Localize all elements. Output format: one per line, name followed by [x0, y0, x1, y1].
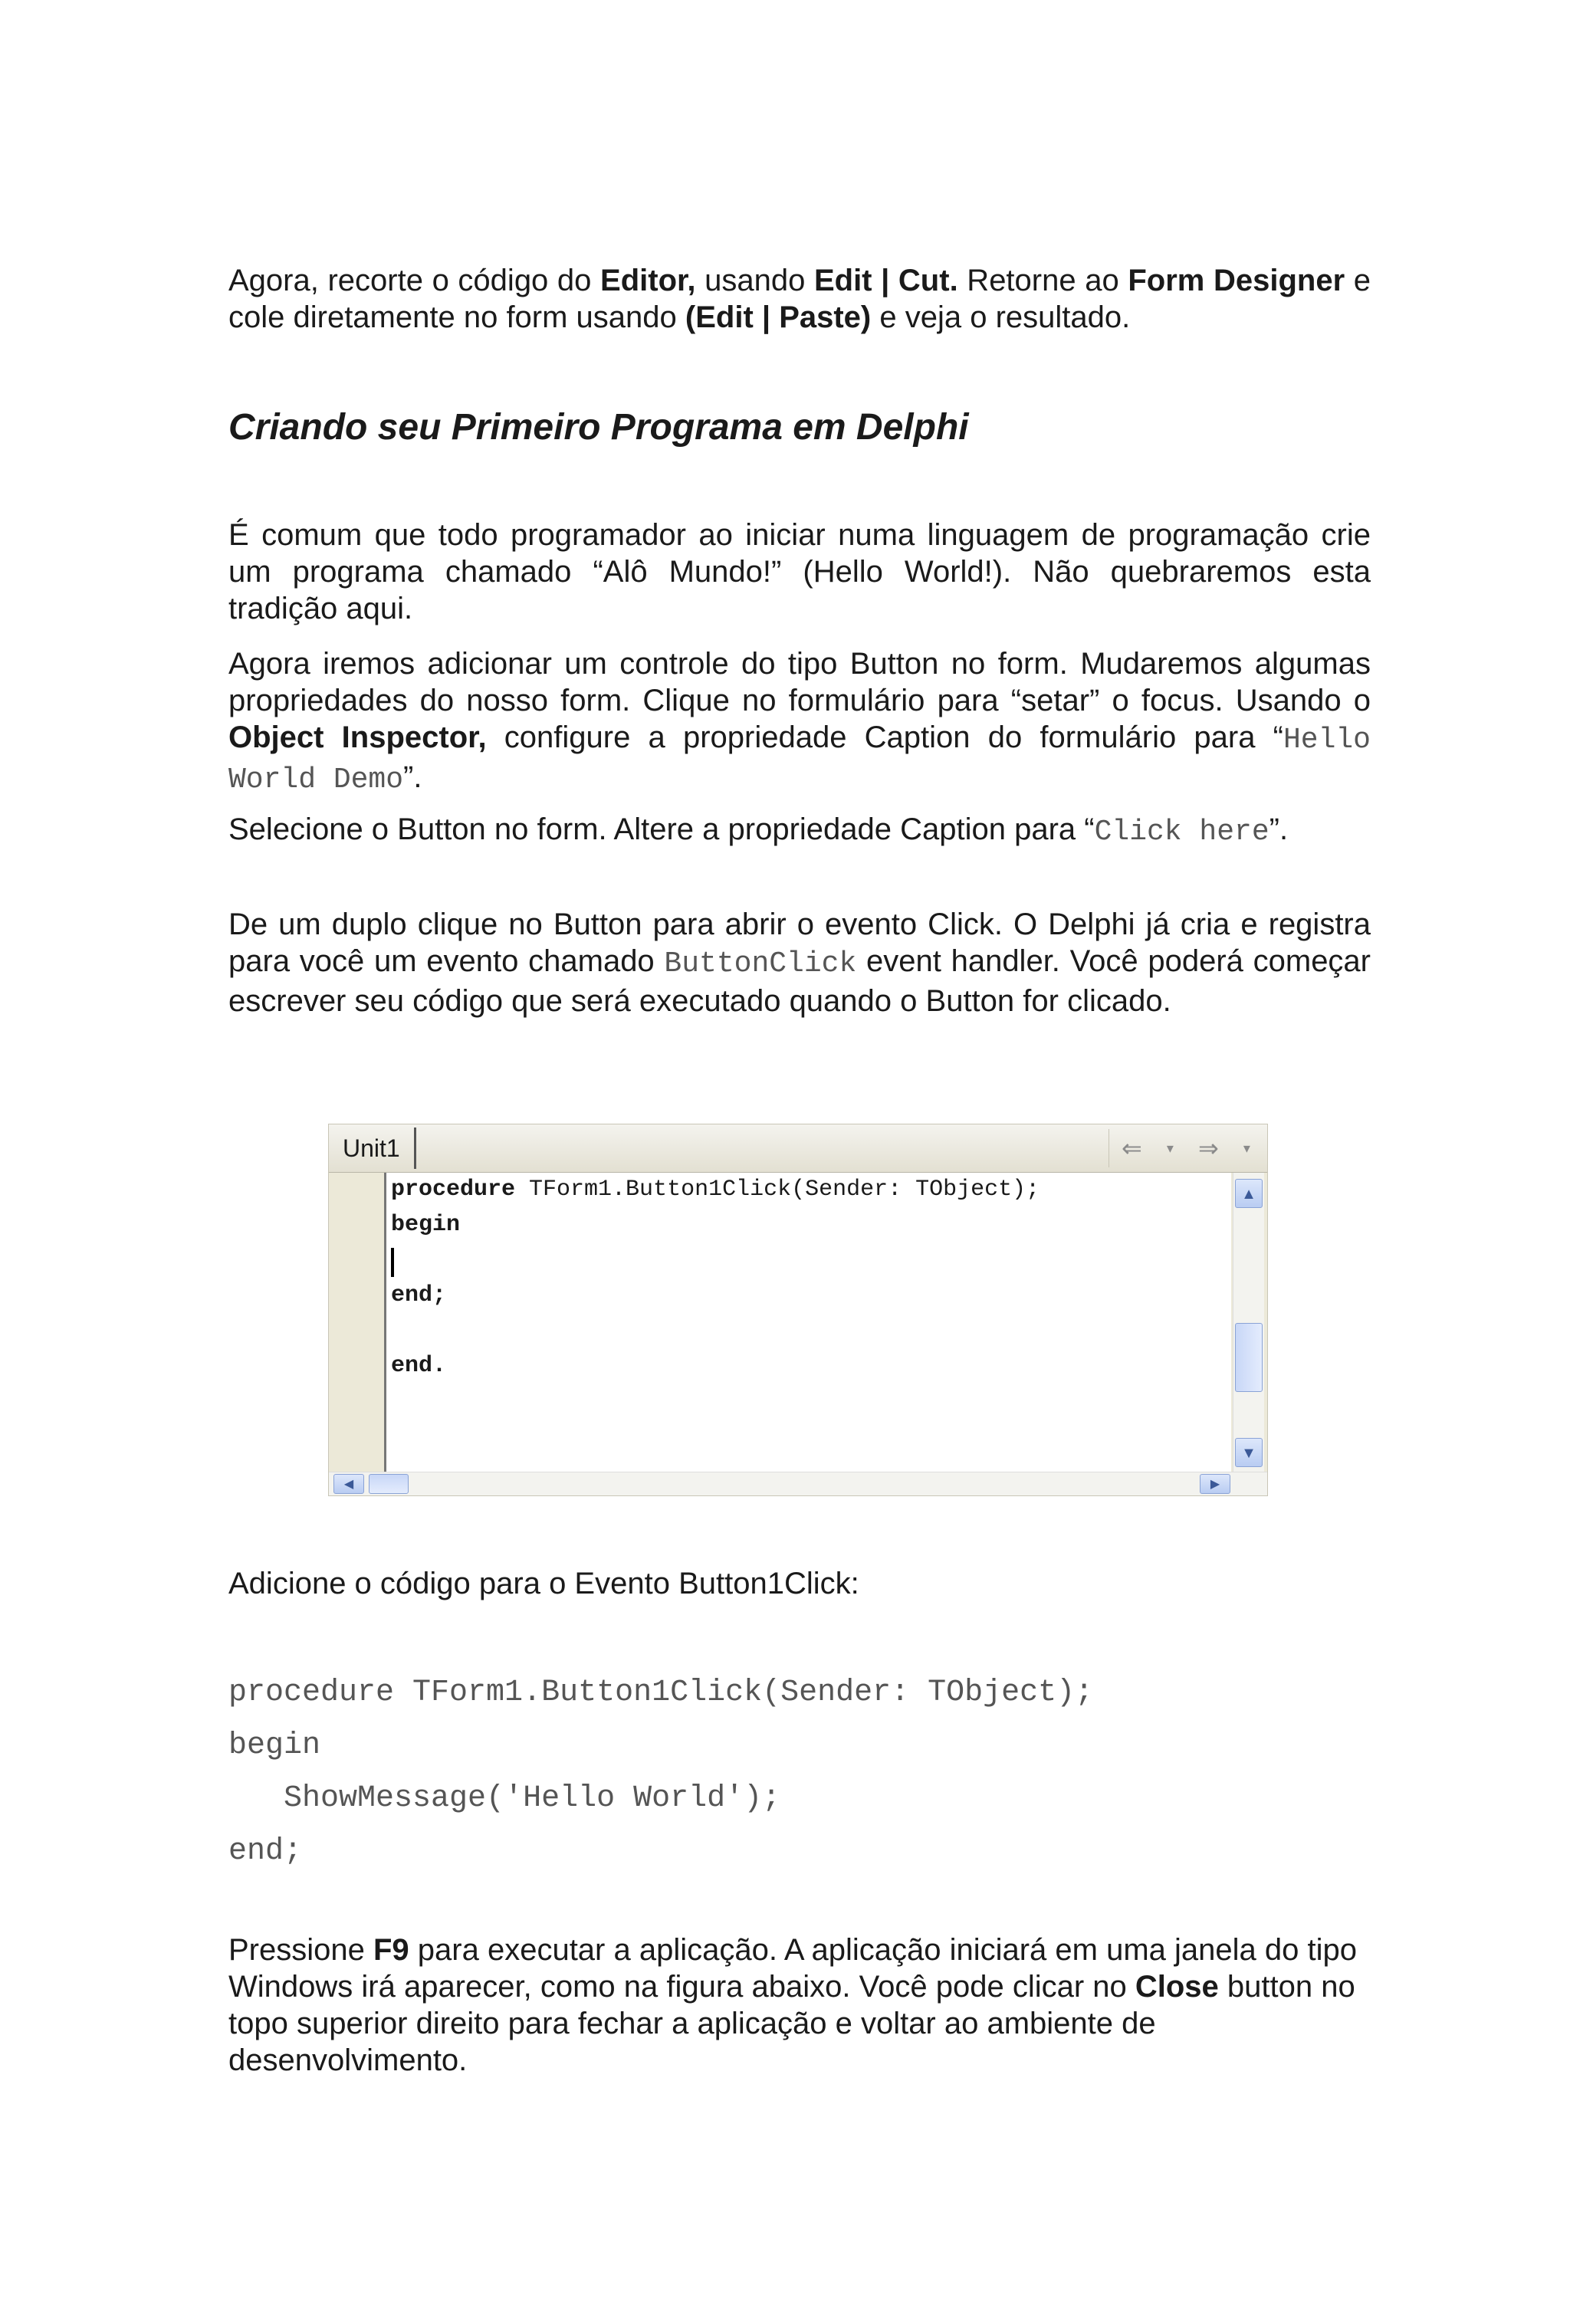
text: Retorne ao — [957, 264, 1128, 297]
code-editor[interactable] — [386, 1173, 1231, 1472]
text: ”. — [1269, 812, 1289, 846]
text: e cole diretamente no form usando — [228, 264, 1371, 334]
text: usando — [695, 264, 814, 297]
bold-text: F9 — [373, 1933, 409, 1967]
code-line: end; — [391, 1282, 447, 1308]
code-text: TForm1.Button1Click(Sender: TObject); — [515, 1177, 1040, 1203]
bold-text: (Edit | Paste) — [685, 300, 872, 334]
scroll-thumb[interactable] — [369, 1474, 409, 1494]
scroll-thumb[interactable] — [1235, 1323, 1263, 1392]
paragraph-double-click — [228, 906, 1371, 1019]
scroll-up-icon[interactable]: ▲ — [1235, 1179, 1263, 1208]
text: ”. — [403, 760, 422, 794]
paragraph-add-code: Adicione o código para o Evento Button1Click: — [228, 1567, 859, 1600]
bold-text: Close — [1135, 1970, 1219, 2004]
scroll-left-icon[interactable]: ◀ — [333, 1474, 364, 1494]
text: configure a propriedade Caption do formulário para “ — [486, 721, 1283, 754]
paragraph-press-f9 — [228, 1932, 1371, 2079]
scroll-down-icon[interactable]: ▼ — [1235, 1438, 1263, 1467]
navigation-buttons — [1109, 1129, 1263, 1167]
forward-arrow-icon[interactable]: ⇒ — [1198, 1134, 1219, 1162]
section-heading: Criando seu Primeiro Programa em Delphi — [228, 407, 969, 448]
text: Agora iremos adicionar um controle do tipo Button no form. Mudaremos algumas propriedades do nosso form. Clique no formulário para “setar” o focus. Usando o — [228, 647, 1371, 717]
text: event handler. Você poderá começar escrever seu código que será executado quando o Button for clicado. — [228, 944, 1371, 1018]
text: Agora, recorte o código do — [228, 264, 601, 297]
text: e veja o resultado. — [871, 300, 1131, 334]
code-line: ShowMessage('Hello World'); — [228, 1781, 781, 1816]
scroll-right-icon[interactable]: ▶ — [1200, 1474, 1230, 1494]
bold-text: Edit | Cut. — [813, 264, 958, 297]
code-inline: Click here — [1094, 816, 1269, 849]
code-line: end. — [391, 1353, 447, 1379]
vertical-scrollbar[interactable] — [1233, 1173, 1264, 1472]
text: Selecione o Button no form. Altere a propriedade Caption para “ — [228, 812, 1095, 846]
text: button no topo superior direito para fechar a aplicação e voltar ao ambiente de desenvolvimento. — [228, 1970, 1355, 2077]
text: De um duplo clique no Button para abrir o evento Click. O Delphi já cria e registra para você um evento chamado — [228, 908, 1371, 978]
paragraph-add-button — [228, 645, 1371, 799]
code-inline: Hello World Demo — [228, 724, 1371, 796]
editor-tab-bar — [329, 1124, 1267, 1173]
back-arrow-icon[interactable]: ⇐ — [1122, 1134, 1142, 1162]
bold-text: Editor, — [600, 264, 696, 297]
code-line: end; — [228, 1834, 303, 1869]
text: Pressione — [228, 1933, 373, 1967]
code-editor-screenshot — [328, 1124, 1268, 1496]
chevron-down-icon[interactable]: ▾ — [1243, 1140, 1250, 1156]
code-line: begin — [391, 1212, 461, 1238]
chevron-down-icon[interactable]: ▾ — [1166, 1140, 1174, 1156]
code-line — [391, 1174, 1040, 1205]
bold-text: Form Designer — [1128, 264, 1345, 297]
paragraph-select-button — [228, 811, 1371, 851]
paragraph-cut-paste — [228, 262, 1371, 336]
code-inline: ButtonClick — [664, 947, 857, 980]
text: para executar a aplicação. A aplicação iniciará em uma janela do tipo Windows irá aparecer, como na figura abaixo. Você pode clicar no — [228, 1933, 1357, 2004]
code-line: begin — [228, 1728, 321, 1763]
bold-text: Object Inspector, — [228, 721, 487, 754]
keyword: procedure — [391, 1177, 516, 1203]
code-block — [228, 1666, 1093, 1878]
horizontal-scrollbar[interactable] — [329, 1472, 1267, 1495]
tab-unit1[interactable]: Unit1 — [335, 1128, 416, 1169]
editor-gutter — [329, 1173, 386, 1472]
code-line: procedure TForm1.Button1Click(Sender: TObject); — [228, 1676, 1094, 1710]
text-cursor — [391, 1248, 394, 1277]
paragraph-hello-world: É comum que todo programador ao iniciar numa linguagem de programação crie um programa chamado “Alô Mundo!” (Hello World!). Não quebraremos esta tradição aqui. — [228, 518, 1371, 625]
